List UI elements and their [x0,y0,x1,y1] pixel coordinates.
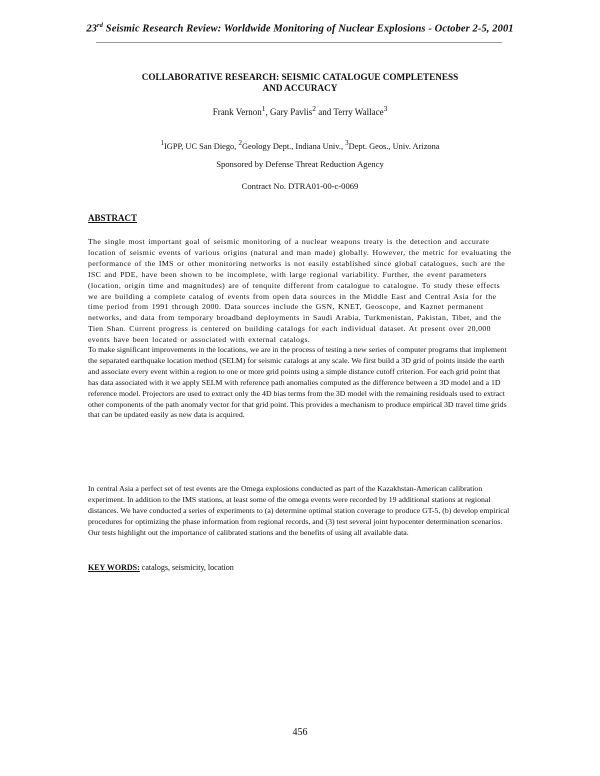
affiliation-mark: 3 [345,139,349,147]
affiliation-mark: 1 [160,139,164,147]
sponsor-line: Sponsored by Defense Threat Reduction Agency [216,159,384,169]
abstract-paragraph-1: The single most important goal of seismic monitoring of a nuclear weapons treaty is the detection and accurate location of seismic events of various origins (natural and man made) globally. However, the metric for evaluating the performance of the IMS or other monitoring networks is not easily established since global catalogues, such are the ISC and PDE, have been shown to be incomplete, with large regional variability. Further, the event parameters (location, origin time and magnitudes) are of tenquite different from catalogue to catalogue. To study these effects we are building a complete catalog of events from open data sources in the Middle East and Central Asia for the time period from 1991 through 2000. Data sources include the GSN, KNET, Geoscope, and Kaznet permanent networks, and data from temporary broadband deployments in Saudi Arabia, Turkmenistan, Pakistan, Tibet, and the Tien Shan. Current progress is centered on building catalogs for each individual dataset. At present over 20,000 events have been located or associated with external catalogs. [88,237,512,345]
keywords-text: catalogs, seismicity, location [139,563,234,572]
affiliation-text: Geology Dept., Indiana Univ., [241,141,346,151]
title-line-2: AND ACCURACY [262,83,338,93]
header-ordinal: 23 [86,23,98,35]
author-list [80,104,520,117]
header-rule [96,42,502,43]
affiliation-text: Dept. Geos., Univ. Arizona [348,141,440,151]
author-name: Gary Pavlis [270,107,313,117]
running-header [0,22,600,35]
abstract-paragraph-2: To make significant improvements in the locations, we are in the process of testing a new series of computer programs that implement the separated earthquake location method (SELM) for seismic catalogs at any scale. We first build a 3D grid of points inside the earth and associate every event within a region to one or more grid points using a simple distance cutoff criterion. For each grid point that has data associated with it we apply SELM with reference path anomalies computed as the difference between a 3D model and a 1D reference model. Projectors are used to extract only the 4D bias terms from the 3D model with the remaining residuals used to extract other components of the path anomaly vector for that grid point. This provides a mechanism to produce empirical 3D travel time grids that can be updated easily as new data is acquired. [88,345,507,420]
header-ordinal-suffix: rd [97,22,104,29]
page-number: 456 [292,727,308,738]
author-separator: and [316,107,334,117]
affiliation-mark: 2 [238,139,242,147]
affiliations [80,139,520,151]
header-text: Seismic Research Review: Worldwide Monitoring of Nuclear Explosions - October 2-5, 2001 [105,23,514,35]
author-mark: 2 [312,104,317,113]
paper-title [80,72,520,94]
author-mark: 3 [383,104,388,113]
affiliation-text: IGPP, UC San Diego, [163,141,239,151]
contract-number: Contract No. DTRA01-00-c-0069 [241,181,359,191]
author-mark: 1 [261,104,266,113]
keywords-line [88,563,234,572]
author-name: Frank Vernon [212,107,262,117]
abstract-paragraph-3: In central Asia a perfect set of test events are the Omega explosions conducted as part of the Kazakhstan-American calibration experiment. In addition to the IMS stations, at least some of the omega events were recorded by 19 additional stations at regional distances. We have conducted a series of experiments to (a) determine optimal station coverage to produce GT-5, (b) develop empirical procedures for optimizing the phase information from regional records, and (3) test several joint hypocenter determination scenarios. Our tests highlight out the importance of calibrated stations and the benefits of using all available data. [88,484,510,537]
author-name: Terry Wallace [333,107,384,117]
author-separator: , [265,107,271,117]
abstract-heading: ABSTRACT [88,213,138,223]
title-line-1: COLLABORATIVE RESEARCH: SEISMIC CATALOGUE COMPLETENESS [141,72,459,82]
keywords-label: KEY WORDS: [88,563,140,572]
